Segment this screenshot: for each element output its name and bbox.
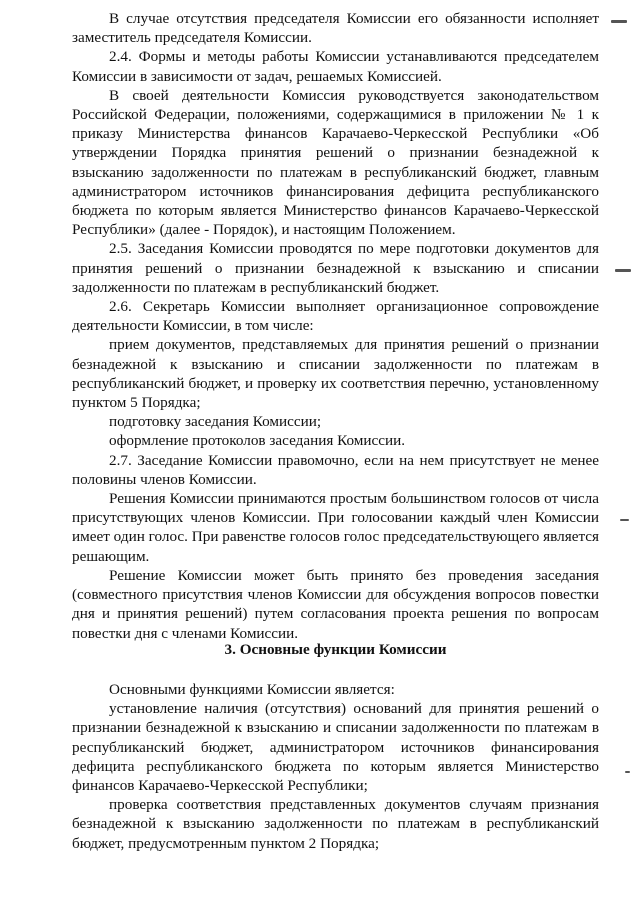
paragraph: прием документов, представляемых для принятия решений о признании безнадежной к взысканию и списании задолженности по платежам в республиканский бюджет, и проверку их соответствия перечню, установленному пунктом 5 Порядка;	[72, 336, 599, 412]
scan-speck	[611, 20, 627, 23]
paragraph: 2.5. Заседания Комиссии проводятся по мере подготовки документов для принятия решений о признании безнадежной к взысканию и списании задолженности по платежам в республиканский бюджет.	[72, 240, 599, 296]
section-2-text	[72, 9, 599, 643]
paragraph: В своей деятельности Комиссия руководствуется законодательством Российской Федерации, положениями, содержащимися в приложении № 1 к приказу Министерства финансов Карачаево-Черкесской Республики «Об утверждении Порядка принятия решений о признании безнадежной к взысканию задолженности по платежам в республиканский бюджет, главным администратором источников финансирования дефицита республиканского бюджета по которым является Министерство финансов Карачаево-Черкесской Республики» (далее - Порядок), и настоящим Положением.	[72, 86, 599, 239]
paragraph: 2.4. Формы и методы работы Комиссии устанавливаются председателем Комиссии в зависимости от задач, решаемых Комиссией.	[72, 48, 599, 85]
paragraph: 2.6. Секретарь Комиссии выполняет организационное сопровождение деятельности Комиссии, в том числе:	[72, 298, 599, 335]
paragraph: подготовку заседания Комиссии;	[109, 413, 322, 431]
paragraph: 2.7. Заседание Комиссии правомочно, если на нем присутствует не менее половины членов Комиссии.	[72, 451, 599, 488]
section-3-text	[72, 680, 599, 853]
paragraph: Решения Комиссии принимаются простым большинством голосов от числа присутствующих членов Комиссии. При голосовании каждый член Комиссии имеет один голос. При равенстве голосов голос председательствующего является решающим.	[72, 490, 599, 565]
paragraph: установление наличия (отсутствия) оснований для принятия решений о признании безнадежной к взысканию и списании задолженности по платежам в республиканский бюджет, администратором источников финансирования дефицита республиканского бюджета по которым является Министерство финансов Карачаево-Черкесской Республики;	[72, 700, 599, 795]
scan-speck	[625, 771, 630, 773]
paragraph: В случае отсутствия председателя Комиссии его обязанности исполняет заместитель председателя Комиссии.	[72, 10, 599, 47]
paragraph: оформление протоколов заседания Комиссии.	[109, 432, 406, 450]
paragraph: проверка соответствия представленных документов случаям признания безнадежной к взысканию задолженности по платежам в республиканский бюджет, предусмотренным пунктом 2 Порядка;	[72, 796, 599, 852]
section-3-heading: 3. Основные функции Комиссии	[224, 641, 447, 658]
paragraph: Решение Комиссии может быть принято без проведения заседания (совместного присутствия членов Комиссии для обсуждения вопросов повестки дня и принятия решений) путем согласования проекта решения по вопросам повестки дня с членами Комиссии.	[72, 566, 599, 642]
paragraph: Основными функциями Комиссии является:	[109, 681, 395, 698]
scan-speck	[620, 519, 629, 521]
scan-speck	[615, 269, 631, 272]
